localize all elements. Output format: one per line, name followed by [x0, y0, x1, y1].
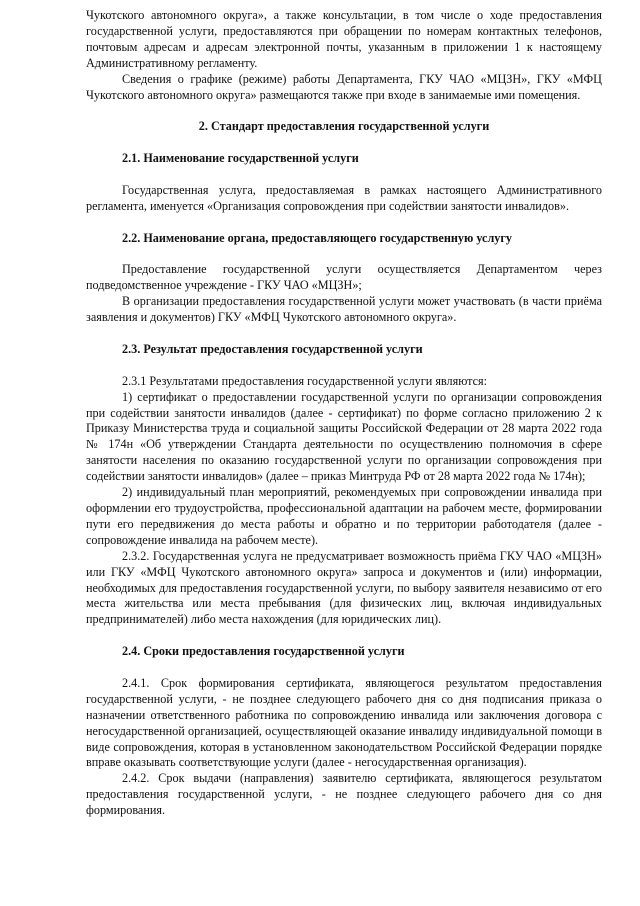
- section-2-3-title: 2.3. Результат предоставления государственной услуги: [122, 341, 423, 356]
- section-2-2-title: 2.2. Наименование органа, предоставляющего государственную услугу: [122, 230, 513, 245]
- section-2-4-paragraph-1: 2.4.1. Срок формирования сертификата, являющегося результатом предоставления государственной услуги, - не позднее следующего рабочего дня со дня подписания приказа о назначении ответственного работника по сопровождению инвалида или заключения договора с негосударственной организацией, осуществляющей оказание инвалиду индивидуальной помощи в виде сопровождения, которая в установленном законодательством Российской Федерации порядке вправе оказывать соответствующие услуги (далее - негосударственная организация).: [86, 675, 602, 770]
- section-2-1-title: 2.1. Наименование государственной услуги: [122, 151, 359, 166]
- section-2-3-paragraph-1: 2.3.1 Результатами предоставления государственной услуги являются:: [122, 373, 488, 388]
- section-2-4-title: 2.4. Сроки предоставления государственной услуги: [122, 644, 405, 659]
- intro-paragraph-2: Сведения о графике (режиме) работы Департамента, ГКУ ЧАО «МЦЗН», ГКУ «МФЦ Чукотского автономного округа» размещаются также при входе в занимаемые ими помещения.: [86, 71, 602, 102]
- section-2-3-paragraph-4: 2.3.2. Государственная услуга не предусматривает возможность приёма ГКУ ЧАО «МЦЗН» или ГКУ «МФЦ Чукотского автономного округа» запроса и документов и (или) информации, необходимых для предоставления государственной услуги, по выбору заявителя независимо от его места жительства или места пребывания (для физических лиц, включая индивидуальных предпринимателей) либо места нахождения (для юридических лиц).: [86, 548, 602, 627]
- section-2-2-paragraph-1: Предоставление государственной услуги осуществляется Департаментом через подведомственное учреждение - ГКУ ЧАО «МЦЗН»;: [86, 262, 602, 293]
- section-2-title: 2. Стандарт предоставления государственной услуги: [198, 119, 490, 134]
- section-2-4-paragraph-2: 2.4.2. Срок выдачи (направления) заявителю сертификата, являющегося результатом предоставления государственной услуги, - не позднее следующего рабочего дня со дня формирования.: [86, 771, 602, 818]
- section-2-1-paragraph-1: Государственная услуга, предоставляемая в рамках настоящего Административного регламента, именуется «Организация сопровождения при содействии занятости инвалидов».: [86, 182, 602, 213]
- section-2-2-paragraph-2: В организации предоставления государственной услуги может участвовать (в части приёма заявления и документов) ГКУ «МФЦ Чукотского автономного округа».: [86, 294, 602, 325]
- section-2-3-paragraph-3: 2) индивидуальный план мероприятий, рекомендуемых при сопровождении инвалида при оформлении его трудоустройства, профессиональной адаптации на рабочем месте, формировании пути его передвижения до места работы и обратно и по территории работодателя (далее - сопровождение инвалида на рабочем месте).: [86, 485, 602, 547]
- intro-paragraph-1: Чукотского автономного округа», а также консультации, в том числе о ходе предоставления государственной услуги, предоставляются при обращении по номерам контактных телефонов, почтовым адресам и адресам электронной почты, указанным в приложении 1 к настоящему Административному регламенту.: [86, 8, 602, 70]
- section-2-3-paragraph-2: 1) сертификат о предоставлении государственной услуги по организации сопровождения при содействии занятости инвалидов (далее - сертификат) по форме согласно приложению 2 к Приказу Министерства труда и социальной защиты Российской Федерации от 28 марта 2022 года № 174н «Об утверждении Стандарта деятельности по осуществлению полномочия в сфере занятости населения по оказанию государственной услуги по организации сопровождения при содействии занятости инвалидов» (далее – приказ Минтруда РФ от 28 марта 2022 года № 174н);: [86, 389, 602, 484]
